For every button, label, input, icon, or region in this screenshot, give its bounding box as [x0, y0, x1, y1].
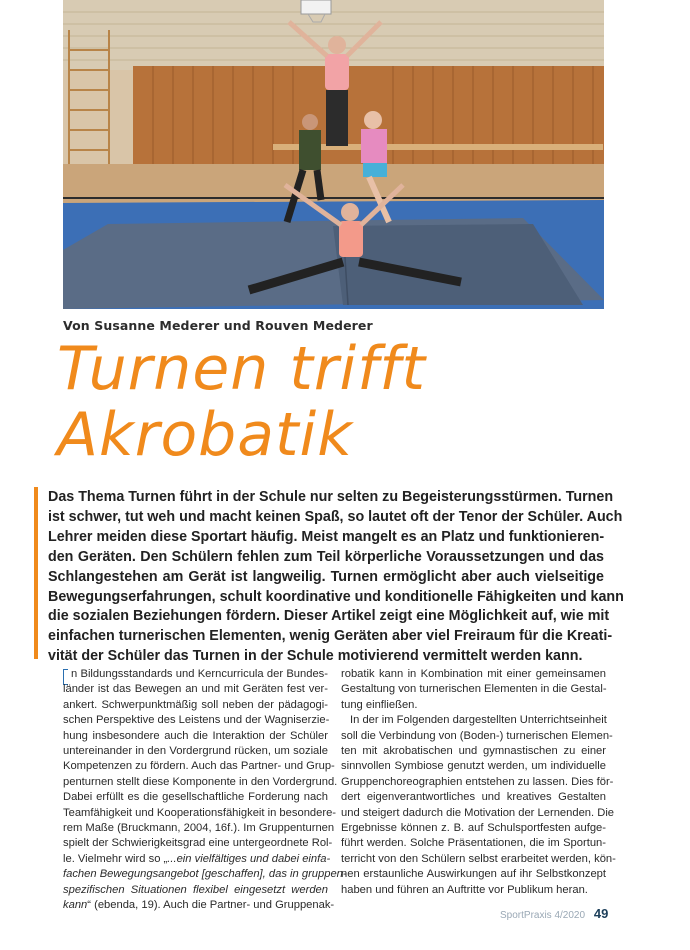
- lead-line: ist schwer, tut weh und macht keinen Spaß, so lautet oft der Tenor der Schüler. Auch: [48, 508, 623, 525]
- body-line: untereinander in den Vordergrund rücken, um soziale: [63, 745, 328, 758]
- body-column-left: [63, 667, 347, 914]
- lead-accent-bar: [34, 487, 38, 659]
- body-line: Dabei erfüllt es die gesellschaftliche Forderung nach: [63, 791, 328, 804]
- page-footer: [500, 906, 608, 921]
- article-title: [57, 336, 426, 468]
- lead-line: vität der Schüler das Turnen in der Schule motivierend vermittelt werden kann.: [48, 648, 583, 665]
- quote-text: ...ein vielfältiges und dabei einfa-: [167, 852, 331, 865]
- lead-line: Bewegungserfahrungen, schult koordinative und konditionelle Fähigkeiten und kann: [48, 588, 624, 605]
- body-line: und steigert dadurch die Motivation der Lernenden. Die: [341, 806, 615, 819]
- body-line: hung insbesondere auch die Interaktion der Schüler: [63, 729, 328, 742]
- body-line: tung einfließen.: [341, 698, 418, 711]
- lead-line: Das Thema Turnen führt in der Schule nur selten zu Begeisterungsstürmen. Turnen: [48, 489, 614, 505]
- lead-line: Schlangestehen am Gerät ist langweilig. Turnen ermöglicht aber auch vielseitige: [48, 568, 604, 585]
- body-line: ten mit akrobatischen und gymnastischen zu einer: [341, 745, 606, 758]
- body-line: dert eigenverantwortliches und kreatives Gestalten: [341, 791, 606, 804]
- issue-number: 4/2020: [554, 910, 586, 921]
- lead-paragraph: [48, 488, 624, 667]
- body-line: nen erstaunliche Auswirkungen auf ihr Selbstkonzept: [341, 868, 606, 881]
- body-line: robatik kann in Kombination mit einer gemeinsamen: [341, 668, 606, 680]
- quote-text: spezifischen Situationen flexibel eingesetzt werden: [63, 883, 328, 896]
- body-line: Gestaltung von turnerischen Elementen in die Gestal-: [341, 683, 607, 696]
- body-line: haben und führen an Auftritte vor Publikum heran.: [341, 883, 588, 896]
- title-line-1: Turnen trifft: [57, 334, 426, 404]
- body-line: schen Perspektive des Leistens und der Wagniserzie-: [63, 714, 330, 727]
- lead-line: einfachen turnerischen Elementen, wenig Geräten aber viel Freiraum für die Kreati-: [48, 628, 613, 645]
- gymnastics-photo: [63, 0, 604, 309]
- body-line: Teamfähigkeit und Kooperationsfähigkeit in besondere-: [63, 806, 337, 819]
- body-line: länder ist das Bewegen an und mit Geräten fest ver-: [63, 683, 328, 696]
- body-line: [63, 883, 328, 898]
- body-line: spielt der Schwierigkeitsgrad eine untergeordnete Rol-: [63, 837, 333, 850]
- body-line: rem Maße (Bruckmann, 2004, 16f.). Im Gruppenturnen: [63, 822, 335, 835]
- body-line: Ergebnisse können z. B. auf Schulsportfesten aufge-: [341, 822, 606, 835]
- author-byline: Von Susanne Mederer und Rouven Mederer: [63, 318, 373, 333]
- quote-text: fachen Bewegungsangebot [geschaffen], das in gruppen-: [63, 868, 347, 881]
- body-line: Kompetenzen zu fördern. Auch das Partner- und Grup-: [63, 760, 335, 773]
- article-photo: [63, 0, 604, 309]
- quote-text: kann: [63, 899, 88, 912]
- body-line: Gruppenchoreographien entstehen zu lassen. Dies för-: [341, 775, 614, 788]
- body-column-right: [341, 667, 616, 898]
- body-line: terricht von den Schülern selbst erarbeitet werden, kön-: [341, 852, 616, 865]
- body-line: soll die Verbindung von (Boden-) turnerischen Elemen-: [341, 729, 613, 742]
- body-text: le. Vielmehr wird so „: [63, 852, 168, 865]
- body-text: “ (ebenda, 19). Auch die Partner- und Gruppenak-: [87, 899, 335, 912]
- body-line: ankert. Schwerpunktmäßig soll neben der pädagogi-: [63, 698, 328, 711]
- body-line-quote-end: [63, 898, 335, 913]
- body-line: In der im Folgenden dargestellten Unterrichtseinheit: [350, 714, 607, 727]
- title-line-2: Akrobatik: [57, 400, 353, 470]
- body-line: n Bildungsstandards und Kerncurricula der Bundes-: [71, 668, 328, 680]
- body-line: [63, 867, 347, 882]
- body-line: penturnen stellt diese Komponente in den Vordergrund.: [63, 775, 338, 788]
- body-line: führt werden. Solche Präsentationen, die im Sportun-: [341, 837, 606, 850]
- lead-line: die sozialen Beziehungen fördern. Dieser Artikel zeigt eine Möglichkeit auf, wie mit: [48, 608, 610, 625]
- lead-line: Lehrer meiden diese Sportart häufig. Meist mangelt es an Platz und funktionieren-: [48, 528, 605, 545]
- lead-line: den Geräten. Den Schülern fehlen zum Teil körperliche Voraussetzungen und das: [48, 548, 604, 565]
- magazine-name: SportPraxis: [500, 910, 552, 921]
- body-line-quote-start: [63, 852, 331, 867]
- body-line: sinnvollen Symbiose genutzt werden, um individuelle: [341, 760, 606, 773]
- page-number: 49: [593, 906, 609, 921]
